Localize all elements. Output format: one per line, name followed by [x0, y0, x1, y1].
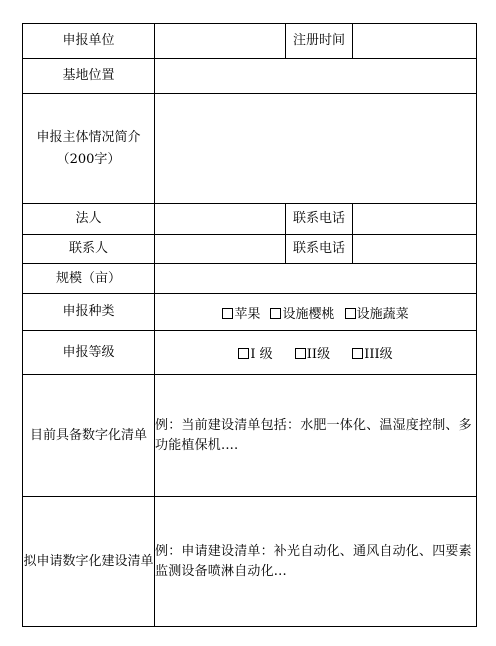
checkbox-icon[interactable]: [352, 348, 363, 359]
phone-field-2[interactable]: [353, 235, 477, 264]
intro-label-wordcount: （200字）: [56, 151, 121, 167]
category-options: [155, 294, 477, 331]
grade-option-2[interactable]: [295, 343, 330, 362]
application-form-table: [22, 23, 477, 627]
category-option-vegetable[interactable]: [345, 303, 409, 322]
category-option-label: 苹果: [234, 306, 261, 322]
row-grade: [23, 331, 477, 375]
row-contact-person: [23, 235, 477, 264]
row-intro: [23, 94, 477, 204]
planned-list-label: 拟申请数字化建设清单: [23, 497, 155, 627]
row-scale: [23, 264, 477, 294]
grade-option-3[interactable]: [352, 343, 392, 362]
category-option-label: 设施樱桃: [282, 306, 335, 322]
phone-label-1: 联系电话: [286, 204, 353, 235]
row-current-list: [23, 375, 477, 497]
current-list-label: 目前具备数字化清单: [23, 375, 155, 497]
row-applicant-unit: [23, 24, 477, 59]
legal-person-label: 法人: [23, 204, 155, 235]
category-label: 申报种类: [23, 294, 155, 331]
applicant-unit-field[interactable]: [155, 24, 286, 59]
contact-person-field[interactable]: [155, 235, 286, 264]
checkbox-icon[interactable]: [222, 308, 233, 319]
legal-person-field[interactable]: [155, 204, 286, 235]
grade-option-label: III级: [364, 347, 393, 362]
grade-option-label: II级: [306, 347, 331, 362]
intro-field[interactable]: [155, 94, 477, 204]
row-category: [23, 294, 477, 331]
registration-time-field[interactable]: [353, 24, 477, 59]
phone-field-1[interactable]: [353, 204, 477, 235]
row-base-location: [23, 59, 477, 94]
grade-label: 申报等级: [23, 331, 155, 375]
contact-person-label: 联系人: [23, 235, 155, 264]
category-option-cherry[interactable]: [270, 303, 334, 322]
phone-label-2: 联系电话: [286, 235, 353, 264]
row-legal-person: [23, 204, 477, 235]
grade-option-label: I 级: [250, 347, 273, 362]
scale-label: 规模（亩）: [23, 264, 155, 294]
row-planned-list: [23, 497, 477, 627]
applicant-unit-label: 申报单位: [23, 24, 155, 59]
current-list-field[interactable]: 例：当前建设清单包括：水肥一体化、温湿度控制、多功能植保机....: [155, 375, 477, 497]
checkbox-icon[interactable]: [238, 348, 249, 359]
category-option-label: 设施蔬菜: [356, 306, 409, 322]
planned-list-field[interactable]: 例：申请建设清单：补光自动化、通风自动化、四要素监测设备喷淋自动化...: [155, 497, 477, 627]
intro-label-title: 申报主体情况简介: [36, 129, 141, 145]
registration-time-label: 注册时间: [286, 24, 353, 59]
intro-label: [23, 94, 155, 204]
base-location-field[interactable]: [155, 59, 477, 94]
checkbox-icon[interactable]: [345, 308, 356, 319]
grade-options: [155, 331, 477, 375]
base-location-label: 基地位置: [23, 59, 155, 94]
grade-option-1[interactable]: [238, 343, 272, 362]
checkbox-icon[interactable]: [270, 308, 281, 319]
category-option-apple[interactable]: [222, 303, 260, 322]
checkbox-icon[interactable]: [295, 348, 306, 359]
scale-field[interactable]: [155, 264, 477, 294]
